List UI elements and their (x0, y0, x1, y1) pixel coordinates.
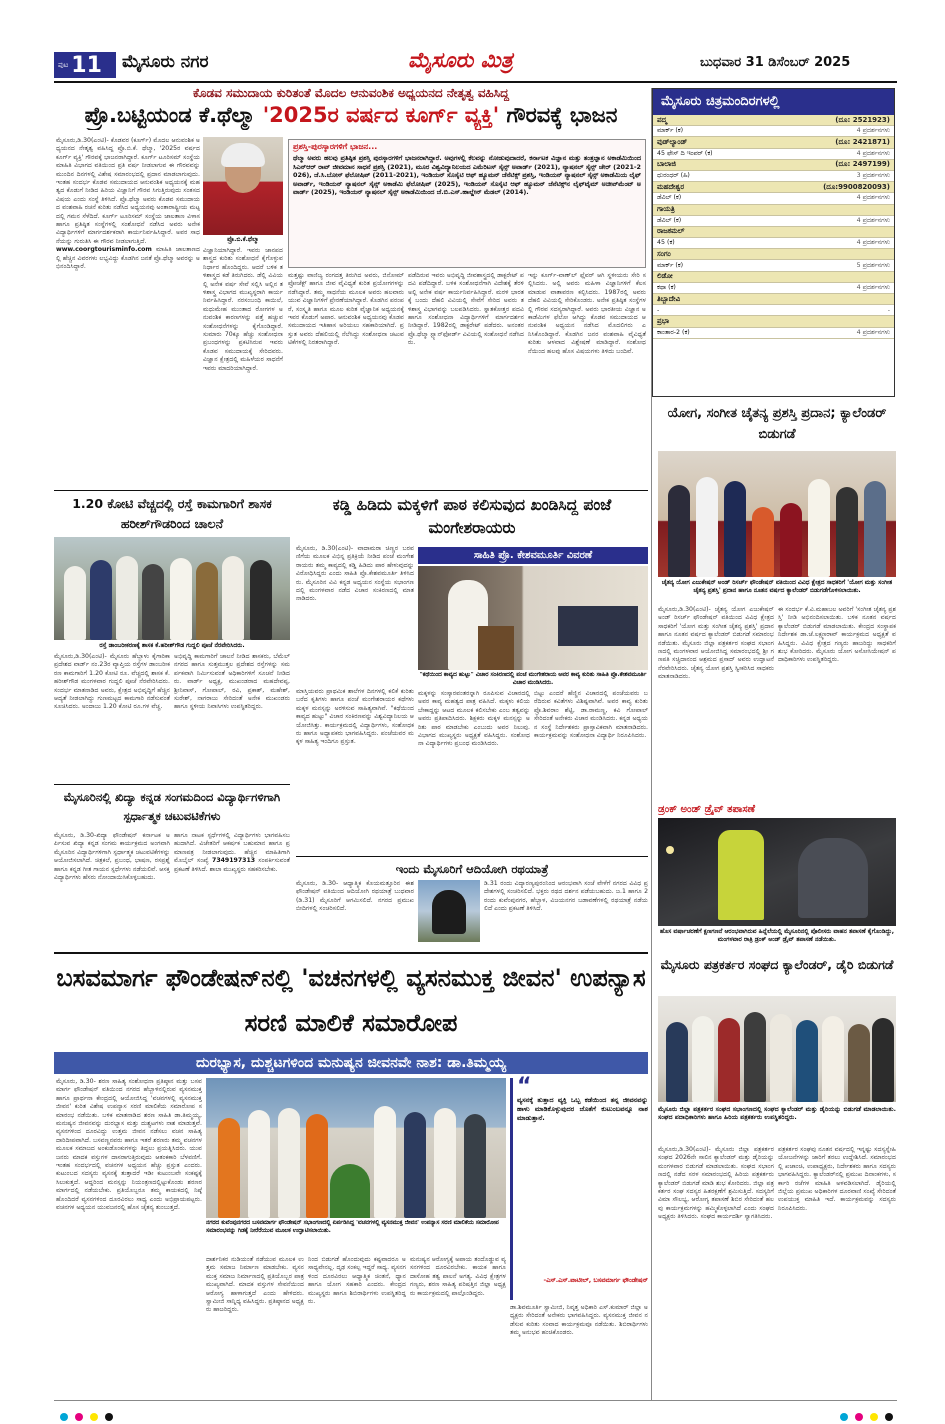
road-work-photo (54, 537, 290, 640)
masthead-logo: ಮೈಸೂರು ಮಿತ್ರ (408, 48, 513, 72)
theatre-phone: (ದೂ: 2421871) (835, 137, 890, 146)
theatre-show-row (653, 216, 894, 227)
theatre-show-row (653, 238, 894, 249)
theatre-listing-title: ಮೈಸೂರು ಚಿತ್ರಮಂದಿರಗಳಲ್ಲಿ (653, 89, 894, 115)
theatre-phone: (ದೂ: 2521923) (835, 115, 890, 124)
basava-event-photo (206, 1078, 506, 1218)
basava-photo-caption: ನಗರದ ಕುವೆಂಪುನಗರದ ಬಸವಮಾರ್ಗ ಫೌಂಡೇಷನ್ ಸಭಾಂಗಣದಲ್ಲಿ ಏರ್ಪಡಿಸಿದ್ದ 'ವಚನಗಳಲ್ಲಿ ವ್ಯಸನಮುಕ್ತ ಜೀವನ' ಉಪನ್ಯಾಸ ಸರಣಿ ಮಾಲಿಕೆಯ ಸಮಾರೋಪ ಸಮಾರಂಭವನ್ನು ಗಿಡಕ್ಕೆ ನೀರೆರೆಯುವ ಮೂಲಕ ಉದ್ಘಾಟಿಸಲಾಯಿತು. (206, 1220, 499, 1234)
theatre-show-row (653, 260, 894, 271)
press-caption: ಮೈಸೂರು ಜಿಲ್ಲಾ ಪತ್ರಕರ್ತರ ಸಂಘದ ಸಭಾಂಗಣದಲ್ಲಿ ಸಂಘದ ಕ್ಯಾಲೆಂಡರ್ ಮತ್ತು ಡೈರಿಯನ್ನು ಬಿಡುಗಡೆ ಮಾಡಲಾಯಿತು. ಸಂಘದ ಪದಾಧಿಕಾರಿಗಳು ಹಾಗೂ ಹಿರಿಯ ಪತ್ರಕರ್ತರು ಉಪಸ್ಥಿತರಿದ್ದರು. (658, 1106, 896, 1122)
show-count: 4 ಪ್ರದರ್ಶನಗಳು (856, 149, 890, 157)
plant-pot (330, 1164, 370, 1218)
theatre-name-row (653, 182, 894, 193)
theatre-name-row (653, 160, 894, 171)
cyan-mark (60, 1413, 68, 1421)
basava-quote-text: ವ್ಯಸನಕ್ಕೆ ತುತ್ತಾದ ವ್ಯಕ್ತಿ ಒಬ್ಬ ಕಡೆಯಿಂದ ತನ್ನ ಜೀವನವನ್ನು ಹಾಳು ಮಾಡಿಕೊಳ್ಳುವುದರ ಜೊತೆಗೆ ಕುಟುಂಬವನ್ನೂ ನಾಶ ಮಾಡುತ್ತಾನೆ. (517, 1096, 648, 1122)
theatre-name: ಮಹದೇಶ್ವರ (657, 182, 685, 191)
adiyogi-body-col1: ಮೈಸೂರು, ಡಿ.30- ಆಧ್ಯಾತ್ಮಿಕ ಕೊಯಮತ್ತೂರಿನ ಈಶ ಫೌಂಡೇಷನ್ ವತಿಯಿಂದ ಆದಿಯೋಗಿ ರಥಯಾತ್ರೆ ಬುಧವಾರ(ಡಿ.31) ಮೈಸೂರಿಗೆ ಆಗಮಿಸಲಿದೆ. ನಗರದ ಪ್ರಮುಖ ಬೀದಿಗಳಲ್ಲಿ ಸಂಚರಿಸಲಿದೆ. (296, 880, 414, 913)
story1-body-col2: ವಿಜ್ಞಾನಿಯಾಗಿದ್ದಾರೆ. ಇವರು ಜಾನಪದ ಶಾಸ್ತ್ರದ ಕುರಿತು ಸಂಶೋಧನೆ ಕೈಗೊಳ್ಳುವ ನಿರ್ಧಾರ ಹೊಂದಿದ್ದರು. ಆದರೆ ಬಳಿಕ ತಳಿಶಾಸ್ತ್ರದ ಕಡೆ ತಿರುಗಿದರು. ಡೆಲ್ಲಿ ವಿವಿಯಲ್ಲಿ ಅನೇಕ ವರ್ಷ ಸೇವೆ ಸಲ್ಲಿಸಿ ಅಲ್ಲಿನ ತಳಿಶಾಸ್ತ್ರ ವಿಭಾಗದ ಮುಖ್ಯಸ್ಥರಾಗಿ ಕಾರ್ಯನಿರ್ವಹಿಸಿದ್ದಾರೆ. ನರಸಂಬಂಧಿ ಕಾಯಿಲೆ, ಮಧುಮೇಹ ಮುಂತಾದ ರೋಗಗಳ ಅನುವಂಶಿಕ ಕಾರಣಗಳನ್ನು ಪತ್ತೆ ಹಚ್ಚುವ ಸಂಶೋಧನೆಗಳನ್ನು ಕೈಗೊಂಡಿದ್ದಾರೆ. ಸುಮಾರು 70ಕ್ಕೂ ಹೆಚ್ಚು ಸಂಶೋಧನಾ ಪ್ರಬಂಧಗಳನ್ನು ಪ್ರಕಟಿಸಿರುವ ಇವರು ಕೊಡವ ಸಮುದಾಯಕ್ಕೆ ಸೇರಿದವರು. ವಿಜ್ಞಾನ ಕ್ಷೇತ್ರದಲ್ಲಿ ಮಹಿಳೆಯರ ಸಾಧನೆಗೆ ಇವರು ಮಾದರಿಯಾಗಿದ್ದಾರೆ. (203, 247, 283, 372)
theatre-show-row (653, 193, 894, 204)
adiyogi-statue-photo (418, 880, 480, 942)
quote-mark-icon: “ (517, 1074, 532, 1099)
story1-headline (54, 100, 648, 130)
kadji-body-col3: ಮಕ್ಕಳನ್ನು ಸಂಸ್ಕಾರವಂತರನ್ನಾಗಿ ರೂಪಿಸುವ ವಿಚಾರದಲ್ಲಿ ಅವರ ಕಾವ್ಯ ಮಹತ್ವದ ಪಾತ್ರ ವಹಿಸಿದೆ. ಮಕ್ಕಳು ಕಲಿಯಬೇಕಾದ್ದನ್ನು ಆಟದ ಮೂಲಕ ಕಲಿಸಬೇಕು ಎಂಬ ತತ್ವವನ್ನು ಅವರು ಪ್ರತಿಪಾದಿಸಿದರು. ಶಿಕ್ಷಕರು ಮಕ್ಕಳ ಮನಸ್ಸನ್ನು ಅರಿತು ಪಾಠ ಮಾಡಬೇಕು ಎಂಬುದು ಅವರ ನಿಲುವು. ವಿಭಾಗದ ಮುಖ್ಯಸ್ಥರು ಅಧ್ಯಕ್ಷತೆ ವಹಿಸಿದ್ದರು. ಸಂಶೋಧನಾ ವಿದ್ಯಾರ್ಥಿಗಳು ಪ್ರಬಂಧ ಮಂಡಿಸಿದರು. (418, 690, 530, 748)
theatre-name-row (653, 272, 894, 283)
thelma-hair (221, 143, 265, 167)
police-officer (718, 830, 764, 920)
kadji-body-col2: ಮಾಸ್ತಿಯವರು ಪ್ರಾಥಮಿಕ ಶಾಲೆಗಳ ದಿನಗಳಲ್ಲಿ ಕಲಿಕೆ ಕುರಿತು ಬರೆದ ಕೃತಿಗಳು ಹಾಗೂ ಪಂಜೆ ಮಂಗೇಶರಾಯರ ಕಥೆಗಳು ಮಕ್ಕಳ ಮನಸ್ಸನ್ನು ಅರಳಿಸುವ ಸಾಹಿತ್ಯವಾಗಿವೆ. "ಕಥೆಯಿಂದ ಕಾವ್ಯದ ಹುಟ್ಟು" ವಿಚಾರ ಸಂಕಿರಣವನ್ನು ವಿಶ್ವವಿದ್ಯಾನಿಲಯ ಆಯೋಜಿಸಿತ್ತು. ಕಾರ್ಯಕ್ರಮದಲ್ಲಿ ವಿದ್ಯಾರ್ಥಿಗಳು, ಸಂಶೋಧಕರು ಹಾಗೂ ಅಧ್ಯಾಪಕರು ಭಾಗವಹಿಸಿದ್ದರು. ಪಂಜೆಯವರ ಮಕ್ಕಳ ಸಾಹಿತ್ಯ ಇಂದಿಗೂ ಪ್ರಸ್ತುತ. (296, 688, 414, 746)
black-mark (105, 1413, 113, 1421)
story1-url: www.coorgtourisminfo.com (56, 246, 152, 254)
basava-body-col4: ಮನುಷ್ಯನ ಆರೋಗ್ಯಕ್ಕೆ ಅಪಾಯ ತಂದೊಡ್ಡುವ ವ್ಯಸನಗಳಿಂದ ದೂರವಿರಬೇಕು. ಕಾಯಕ ಹಾಗೂ ದಾಸೋಹ ತತ್ವ ಪಾಲನೆ ಅಗತ್ಯ. ವಿವಿಧ ಕ್ಷೇತ್ರಗಳ ಗಣ್ಯರು, ಶರಣ ಸಾಹಿತ್ಯ ಪರಿಷತ್ತಿನ ಜಿಲ್ಲಾ ಅಧ್ಯಕ್ಷರು ಕಾರ್ಯಕ್ರಮದಲ್ಲಿ ಪಾಲ್ಗೊಂಡಿದ್ದರು. (410, 1256, 506, 1297)
awards-box (288, 139, 646, 268)
road-photo-caption: ರಸ್ತೆ ಡಾಂಬರೀಕರಣಕ್ಕೆ ಶಾಸಕ ಕೆ.ಹರೀಶ್‌ಗೌಡ ಗುದ್ದಲಿ ಪೂಜೆ ನೆರವೇರಿಸಿದರು. (99, 642, 245, 649)
movie-title: - (657, 306, 660, 314)
show-count: 4 ಪ್ರದರ್ಶನಗಳು (856, 216, 890, 224)
theatre-listing (652, 88, 895, 397)
podium (478, 626, 514, 670)
story1-body-col4: ಪಡೆದಿರುವ ಇವರು ಅಭಿವೃದ್ಧಿ ಜೀವಶಾಸ್ತ್ರದಲ್ಲಿ ಡಾಕ್ಟರೇಟ್ ಪದವಿ ಪಡೆದಿದ್ದಾರೆ. ಬಳಿಕ ಸಂಶೋಧನೆಗಾಗಿ ವಿದೇಶಕ್ಕೆ ತೆರಳಿ ಅಲ್ಲಿ ಅನೇಕ ವರ್ಷ ಕಾರ್ಯನಿರ್ವಹಿಸಿದ್ದಾರೆ. ಮರಳಿ ಭಾರತಕ್ಕೆ ಬಂದು ದೆಹಲಿ ವಿವಿಯಲ್ಲಿ ಸೇವೆಗೆ ಸೇರಿದ ಅವರು ತಳಿಶಾಸ್ತ್ರ ವಿಭಾಗವನ್ನು ಬಲಪಡಿಸಿದರು. ಸ್ನಾತಕೋತ್ತರ ಪದವಿ ಹಾಗೂ ಸಂಶೋಧನಾ ವಿದ್ಯಾರ್ಥಿಗಳಿಗೆ ಮಾರ್ಗದರ್ಶನ ನೀಡಿದ್ದಾರೆ. 1982ರಲ್ಲಿ ಡಾಕ್ಟರೇಟ್ ಪಡೆದರು. ಅನಂತರ ಪ್ರೊ.ಥೆಲ್ಮಾ ಸ್ಟ್ಯಾನ್‌ಫೋರ್ಡ್ ವಿವಿಯಲ್ಲಿ ಸಂಶೋಧನೆ ನಡೆಸಿದರು. (408, 272, 524, 347)
yoga-award-photo (658, 451, 896, 577)
road-headline: 1.20 ಕೋಟಿ ವೆಚ್ಚದಲ್ಲಿ ರಸ್ತೆ ಕಾಮಗಾರಿಗೆ ಶಾಸಕ ಹರೀಶ್‌ಗೌಡರಿಂದ ಚಾಲನೆ (72, 496, 272, 531)
movie-title: ಮಾರ್ಕ್ (ಕ) (657, 127, 684, 135)
theatre-name: ಸಂಗಂ (657, 249, 671, 258)
theatre-name: ರಾಜಕಮಲ್ (657, 227, 685, 236)
kadji-headline: ಕಡ್ಡಿ ಹಿಡಿದು ಮಕ್ಕಳಿಗೆ ಪಾಠ ಕಲಿಸುವುದ ಖಂಡಿಸಿದ್ದ ಪಂಜೆ ಮಂಗೇಶರಾಯರು (332, 496, 612, 537)
page-number: 11 (71, 52, 102, 78)
yoga-body-col1: ಮೈಸೂರು,ಡಿ.30(ಎಂಟಿ)- ಚೈತನ್ಯ ಯೋಗ ಎಜುಕೇಷನ್ ಅಂಡ್ ರಿಸರ್ಚ್ ಫೌಂಡೇಷನ್ ವತಿಯಿಂದ ವಿವಿಧ ಕ್ಷೇತ್ರದ ಸಾಧಕರಿಗೆ 'ಯೋಗ ಮತ್ತು ಸಂಗೀತ ಚೈತನ್ಯ ಪ್ರಶಸ್ತಿ' ಪ್ರದಾನ ಹಾಗೂ ನೂತನ ವರ್ಷದ ಕ್ಯಾಲೆಂಡರ್ ಬಿಡುಗಡೆ ಸಮಾರಂಭ ನಡೆಯಿತು. ಮೈಸೂರು ಜಿಲ್ಲಾ ಪತ್ರಕರ್ತರ ಸಂಘದ ಸಭಾಂಗಣದಲ್ಲಿ ಮಂಗಳವಾರ ಆಯೋಜಿಸಿದ್ದ ಸಮಾರಂಭದಲ್ಲಿ ಶ್ರೀ ಗಣಪತಿ ಸಚ್ಚಿದಾನಂದ ಆಶ್ರಮದ ಪ್ರಸಾದ್ ಅವರು ಉದ್ಘಾಟನೆ ನೆರವೇರಿಸಿದರು. ಚೈತನ್ಯ ಯೋಗ ಪ್ರಶಸ್ತಿ ಸ್ವೀಕರಿಸಿದ ಸಾಧಕರು ಮಾತನಾಡಿದರು. (658, 606, 774, 681)
registration-marks-right (840, 1406, 900, 1424)
basava-quote-box (510, 1074, 648, 1300)
story1-headline-highlight: '2025ರ ವರ್ಷದ ಕೂರ್ಗ್ ವ್ಯಕ್ತಿ' (262, 103, 500, 127)
story1-headline-part1: ಪ್ರೊ.ಬಟ್ಟಿಯಂಡ ಕೆ.ಥೆಲ್ಮಾ (84, 103, 263, 127)
theatre-show-row (653, 126, 894, 137)
yellow-mark (90, 1413, 98, 1421)
movie-title: ಮಾರ್ಕ್ (ಕ) (657, 261, 684, 269)
theatre-rows (653, 115, 894, 339)
theatre-phone: (ದೂ:9900820093) (823, 182, 890, 191)
show-count: 5 ಪ್ರದರ್ಶನಗಳು (856, 261, 890, 269)
cyan-mark (840, 1413, 848, 1421)
theatre-name: ಗಾಯತ್ರಿ (657, 205, 675, 214)
yoga-headline: ಯೋಗ, ಸಂಗೀತ ಚೈತನ್ಯ ಪ್ರಶಸ್ತಿ ಪ್ರದಾನ; ಕ್ಯಾಲೆಂಡರ್ ಬಿಡುಗಡೆ (667, 406, 887, 442)
yoga-photo-caption: ಚೈತನ್ಯ ಯೋಗ ಎಜುಕೇಷನ್ ಅಂಡ್ ರಿಸರ್ಚ್ ಫೌಂಡೇಷನ್ ವತಿಯಿಂದ ವಿವಿಧ ಕ್ಷೇತ್ರದ ಸಾಧಕರಿಗೆ 'ಯೋಗ ಮತ್ತು ಸಂಗೀತ ಚೈತನ್ಯ ಪ್ರಶಸ್ತಿ' ಪ್ರದಾನ ಹಾಗೂ ನೂತನ ವರ್ಷದ ಕ್ಯಾಲೆಂಡರ್ ಬಿಡುಗಡೆಗೊಳಿಸಲಾಯಿತು. (661, 579, 893, 594)
basava-headline: ಬಸವಮಾರ್ಗ ಫೌಂಡೇಷನ್‌ನಲ್ಲಿ 'ವಚನಗಳಲ್ಲಿ ವ್ಯಸನಮುಕ್ತ ಜೀವನ' ಉಪನ್ಯಾಸ ಸರಣಿ ಮಾಲಿಕೆ ಸಮಾರೋಪ (56, 964, 646, 1037)
show-count: 4 ಪ್ರದರ್ಶನಗಳು (856, 283, 890, 291)
kadji-body-col1: ಮೈಸೂರು, ಡಿ.30(ಎಂಟಿ)- ವಾದಾಮರಾ ಚಿಣ್ಣರ ಬರವಣಿಗೆಯ ಮೂಲಕ ವಿಭಿನ್ನ ಪ್ರತಿಕ್ರಿಯೆ ನೀಡಿದ ಪಂಜೆ ಮಂಗೇಶರಾಯರು ತಮ್ಮ ಕಾವ್ಯದಲ್ಲಿ ಕಡ್ಡಿ ಹಿಡಿದು ಪಾಠ ಹೇಳುವುದನ್ನು ವಿರೋಧಿಸಿದ್ದರು ಎಂದು ಸಾಹಿತಿ ಪ್ರೊ.ಕೇಶವಮೂರ್ತಿ ತಿಳಿಸಿದರು. ಮೈಸೂರಿನ ವಿವಿ ಕನ್ನಡ ಅಧ್ಯಯನ ಸಂಸ್ಥೆಯ ಸಭಾಂಗಣದಲ್ಲಿ ಮಂಗಳವಾರ ನಡೆದ ವಿಚಾರ ಸಂಕಿರಣದಲ್ಲಿ ಮಾತನಾಡಿದರು. (296, 545, 414, 603)
basava-body-col1: ಮೈಸೂರು, ಡಿ.30- ಶರಣ ಸಾಹಿತ್ಯ ಸಂಶೋಧನಾ ಪ್ರತಿಷ್ಠಾನ ಮತ್ತು ಬಸವಮಾರ್ಗ ಫೌಂಡೇಷನ್ ವತಿಯಿಂದ ನಗರದ ಹೆಬ್ಬಾಳಿನಲ್ಲಿರುವ ವ್ಯಸನಮುಕ್ತ ಹಾಗೂ ಪ್ರಾರ್ಥನಾ ಕೇಂದ್ರದಲ್ಲಿ ಆಯೋಜಿಸಿದ್ದ 'ವಚನಗಳಲ್ಲಿ ವ್ಯಸನಮುಕ್ತ ಜೀವನ' ಕುರಿತ ವಿಶೇಷ ಉಪನ್ಯಾಸ ಸರಣಿ ಮಾಲಿಕೆಯ ಸಮಾರೋಪ ಸಮಾರಂಭ ನಡೆಯಿತು. ಬಳಿಕ ಮಾತನಾಡಿದ ಶರಣ ಸಾಹಿತಿ ಡಾ.ತಿಮ್ಮಯ್ಯ, ಮನುಷ್ಯನ ಜೀವನವನ್ನು ದುರಭ್ಯಾಸ ಮತ್ತು ದುಶ್ಚಟಗಳು ನಾಶ ಮಾಡುತ್ತವೆ. ವ್ಯಸನಗಳಿಂದ ದೂರವಿದ್ದು ಉತ್ತಮ ಜೀವನ ನಡೆಸಲು ವಚನ ಸಾಹಿತ್ಯ ದಾರಿದೀಪವಾಗಿದೆ. ಬಸವಣ್ಣನವರು ಹಾಗೂ ಇತರೆ ಶರಣರು ತಮ್ಮ ವಚನಗಳ ಮೂಲಕ ಸಮಾಜದ ಅಂಕುಡೊಂಕುಗಳನ್ನು ತಿದ್ದಲು ಪ್ರಯತ್ನಿಸಿದರು. ಯುವಜನರು ಮಾದಕ ವಸ್ತುಗಳ ದಾಸರಾಗುತ್ತಿರುವುದು ಆತಂಕಕಾರಿ ಬೆಳವಣಿಗೆ. ಇಂತಹ ಸಂದರ್ಭದಲ್ಲಿ ವಚನಗಳ ಅಧ್ಯಯನ ಹೆಚ್ಚು ಪ್ರಸ್ತುತ ಎಂದರು. ಕುಟುಂಬದ ಸದಸ್ಯರು ವ್ಯಸನಕ್ಕೆ ತುತ್ತಾದರೆ ಇಡೀ ಕುಟುಂಬವೇ ಸಂಕಷ್ಟಕ್ಕೆ ಸಿಲುಕುತ್ತದೆ. ಆದ್ದರಿಂದ ಮನಸ್ಸನ್ನು ನಿಯಂತ್ರಣದಲ್ಲಿಟ್ಟುಕೊಂಡು ಶರಣರ ಮಾರ್ಗದಲ್ಲಿ ನಡೆಯಬೇಕು. ಪ್ರತಿಯೊಬ್ಬರೂ ತಮ್ಮ ಕಾಯಕದಲ್ಲಿ ನಿಷ್ಠೆ ಹೊಂದಿದರೆ ವ್ಯಸನಗಳಿಂದ ದೂರವಿರಲು ಸಾಧ್ಯ ಎಂದು ಅಭಿಪ್ರಾಯಪಟ್ಟರು. ವಚನಗಳ ಅಧ್ಯಯನ ಯುವಜನರಲ್ಲಿ ಹೊಸ ಚೈತನ್ಯ ತುಂಬುತ್ತದೆ. (56, 1078, 202, 1212)
drunk-drive-label: ಡ್ರಂಕ್ ಅಂಡ್ ಡ್ರೈವ್ ತಪಾಸಣೆ (658, 804, 755, 815)
drunk-drive-caption: ಹೊಸ ವರ್ಷಾಚರಣೆಗೆ ಕ್ಷಣಗಣನೆ ಆರಂಭವಾಗಿರುವ ಹಿನ್ನೆಲೆಯಲ್ಲಿ ಮೈಸೂರಿನಲ್ಲಿ ಪೊಲೀಸರು ವಾಹನ ತಪಾಸಣೆ ಕೈಗೊಂಡಿದ್ದು, ಮಂಗಳವಾರ ರಾತ್ರಿ ಡ್ರಂಕ್ ಅಂಡ್ ಡ್ರೈವ್ ತಪಾಸಣೆ ನಡೆಯಿತು. (659, 928, 895, 943)
theatre-name-row (653, 316, 894, 327)
magenta-mark (75, 1413, 83, 1421)
theatre-name: ಪ್ರಭಾ (657, 316, 670, 325)
movie-title: ಧುರಂಧರ್ (ಹಿ) (657, 172, 690, 180)
kadji-speaker-photo (418, 566, 648, 670)
show-count: 4 ಪ್ರದರ್ಶನಗಳು (856, 194, 890, 202)
adiyogi-figure (432, 890, 466, 934)
road-body-col2: ಅಭಿವೃದ್ಧಿ ಕಾಮಗಾರಿಗೆ ಚಾಲನೆ ನೀಡಿದ ಶಾಸಕರು, ಬೆಮೆಲ್ ನಗರದ ಹಾಗೂ ಸುತ್ತಮುತ್ತಲ ಪ್ರದೇಶದ ರಸ್ತೆಗಳನ್ನು ಸಮರ್ಪಕವಾಗಿ ನಿರ್ಮಿಸುವಂತೆ ಅಧಿಕಾರಿಗಳಿಗೆ ಸೂಚನೆ ನೀಡಿದರು. ವಾರ್ಡ್ ಅಧ್ಯಕ್ಷ, ಮುಖಂಡರಾದ ಮಹದೇವಪ್ಪ, ಶ್ರೀನಿವಾಸ್, ಗೋಪಾಲ್, ರವಿ, ಪ್ರಕಾಶ್, ಮಹೇಶ್, ಸುರೇಶ್, ನಾಗರಾಜು ಸೇರಿದಂತೆ ಅನೇಕ ಮುಖಂಡರು ಹಾಗೂ ಸ್ಥಳೀಯ ನಿವಾಸಿಗಳು ಉಪಸ್ಥಿತರಿದ್ದರು. (174, 653, 290, 711)
road-body-col1: ಮೈಸೂರು,ಡಿ.30(ಎಂಟಿ)- ಮೈಸೂರು ಹೆಬ್ಬಾಳು ಕೈಗಾರಿಕಾ ಪ್ರದೇಶದ ವಾರ್ಡ್ ನಂ.23ರ ವ್ಯಾಪ್ತಿಯ ರಸ್ತೆಗಳ ಡಾಂಬರೀಕರಣ ಕಾಮಗಾರಿಗೆ 1.20 ಕೋಟಿ ರೂ. ವೆಚ್ಚದಲ್ಲಿ ಶಾಸಕ ಕೆ.ಹರೀಶ್‌ಗೌಡ ಮಂಗಳವಾರ ಗುದ್ದಲಿ ಪೂಜೆ ನೆರವೇರಿಸಿದರು. ಸಂದರ್ಭ ಮಾತನಾಡಿದ ಅವರು, ಕ್ಷೇತ್ರದ ಅಭಿವೃದ್ಧಿಗೆ ಹೆಚ್ಚಿನ ಆದ್ಯತೆ ನೀಡಲಾಗಿದ್ದು ಗುಣಮಟ್ಟದ ಕಾಮಗಾರಿ ನಡೆಸುವಂತೆ ಸೂಚಿಸಿದರು. ಅಂದಾಜು 1.20 ಕೋಟಿ ರೂ.ಗಳ ವೆಚ್ಚ. (54, 653, 170, 711)
magenta-mark (855, 1413, 863, 1421)
issue-date: ಬುಧವಾರ 31 ಡಿಸೆಂಬರ್ 2025 (700, 55, 851, 70)
theatre-name-row (653, 227, 894, 238)
kannada-headline: ಮೈಸೂರಿನಲ್ಲಿ ಖಿದ್ಯಾ ಕನ್ನಡ ಸಂಗಮದಿಂದ ವಿದ್ಯಾರ್ಥಿಗಳಿಗಾಗಿ ಸ್ಪರ್ಧಾತ್ಮಕ ಚಟುವಟಿಕೆಗಳು (63, 790, 281, 823)
show-count: - (887, 306, 890, 314)
masthead-rule (54, 81, 897, 83)
kannada-body-col1: ಮೈಸೂರು, ಡಿ.30-ಖಿದ್ಯಾ ಫೌಂಡೇಷನ್ ಕರ್ನಾಟಕ ಅರ್ಪಿಸುವ ಖಿದ್ಯಾ ಕನ್ನಡ ಸಂಗಮ ಕಾರ್ಯಕ್ರಮದ ಅಂಗವಾಗಿ ಮೈಸೂರಿನ ವಿದ್ಯಾರ್ಥಿಗಳಿಗಾಗಿ ಸ್ಪರ್ಧಾತ್ಮಕ ಚಟುವಟಿಕೆಗಳನ್ನು ಆಯೋಜಿಸಲಾಗಿದೆ. ಚಿತ್ರಕಲೆ, ಪ್ರಬಂಧ, ಭಾಷಣ, ರಸಪ್ರಶ್ನೆ ಹಾಗೂ ಕನ್ನಡ ಗೀತ ಗಾಯನ ಸ್ಪರ್ಧೆಗಳು ನಡೆಯಲಿವೆ. ಆಸಕ್ತ ವಿದ್ಯಾರ್ಥಿಗಳು ಹೆಸರು ನೋಂದಾಯಿಸಿಕೊಳ್ಳಬಹುದು. (54, 832, 170, 882)
kannada-phone: 7349197313 (212, 857, 256, 865)
theatre-name-row (653, 249, 894, 260)
theatre-name: ವುಡ್‌ಲ್ಯಾಂಡ್ (657, 137, 688, 146)
theatre-name: ಲಿಡೋ (657, 272, 673, 281)
theatre-name-row (653, 115, 894, 126)
press-calendar-photo (658, 996, 896, 1102)
story1-headline-part3: ಗೌರವಕ್ಕೆ ಭಾಜನ (499, 103, 618, 127)
theatre-name: ಪದ್ಮ (657, 115, 667, 124)
theatre-show-row (653, 283, 894, 294)
movie-title: ಡೆವಿಲ್ (ಕ) (657, 216, 682, 224)
black-mark (885, 1413, 893, 1421)
basava-body-col2: ದಾರ್ಶನಿಕರ ನುಡಿಯಂತೆ ನಡೆಯುವ ಮೂಲಕ ಉತ್ತಮ ಸಮಾಜ ನಿರ್ಮಾಣ ಮಾಡಬೇಕು. ವ್ಯಸನಮುಕ್ತ ಸಮಾಜ ನಿರ್ಮಾಣದಲ್ಲಿ ಪ್ರತಿಯೊಬ್ಬರ ಪಾತ್ರ ಮುಖ್ಯವಾಗಿದೆ. ಮಾದಕ ವಸ್ತುಗಳ ಸೇವನೆಯಿಂದ ಆರೋಗ್ಯ ಹಾಳಾಗುತ್ತದೆ ಎಂದು ಹೇಳಿದರು. ಸ್ವಾಮೀಜಿ ಸಾನ್ನಿಧ್ಯ ವಹಿಸಿದ್ದರು. ಪ್ರತಿಷ್ಠಾನದ ಅಧ್ಯಕ್ಷರು ಹಾಜರಿದ್ದರು. (206, 1256, 304, 1314)
page-label: ಪುಟ (58, 60, 69, 69)
basava-quote-author: -ಎಸ್.ಎಸ್.ಪಾಟೀಲ್, ಬಸವಮಾರ್ಗ ಫೌಂಡೇಷನ್ (543, 1276, 648, 1284)
basava-body-col3: ನಿಂದ ಬಿಡುಗಡೆ ಹೊಂದುವುದು ಕಷ್ಟವಾದರೂ ಅಸಾಧ್ಯವೇನಲ್ಲ. ದೃಢ ಸಂಕಲ್ಪ ಇದ್ದರೆ ಸಾಧ್ಯ. ವ್ಯಸನಗಳಿಂದ ದೂರವಿರಲು ಆಧ್ಯಾತ್ಮಿಕ ಚಿಂತನೆ, ಧ್ಯಾನ ಹಾಗೂ ಯೋಗ ಸಹಕಾರಿ ಎಂದರು. ಕೇಂದ್ರದ ಮುಖ್ಯಸ್ಥರು ಹಾಗೂ ಶಿಬಿರಾರ್ಥಿಗಳು ಉಪಸ್ಥಿತರಿದ್ದರು. (308, 1256, 406, 1306)
show-count: 4 ಪ್ರದರ್ಶನಗಳು (856, 127, 890, 135)
audience (558, 606, 638, 646)
thelma-photo-caption: ಪ್ರೊ.ಬಿ.ಕೆ.ಥೆಲ್ಮಾ (227, 236, 259, 243)
yellow-mark (870, 1413, 878, 1421)
press-headline: ಮೈಸೂರು ಪತ್ರಕರ್ತರ ಸಂಘದ ಕ್ಯಾಲೆಂಡರ್, ಡೈರಿ ಬಿಡುಗಡೆ (660, 957, 894, 972)
show-count: 4 ಪ್ರದರ್ಶನಗಳು (856, 328, 890, 336)
page-number-box (54, 52, 116, 78)
theatre-name: ಬಾಲಾಜಿ (657, 160, 676, 169)
story1-body-col1: ಮೈಸೂರು,ಡಿ.30(ಎಂಟಿ)- ಕೊಡವರ (ಕೂರ್ಗ್) ಮೊದಲ ಆನುವಂಶಿಕ ಅಧ್ಯಯನದ ನೇತೃತ್ವ ವಹಿಸಿದ್ದ ಪ್ರೊ.ಬಿ.ಕೆ. ಥೆಲ್ಮಾ, '2025ರ ವರ್ಷದ ಕೂರ್ಗ್ ವ್ಯಕ್ತಿ' ಗೌರವಕ್ಕೆ ಭಾಜನರಾಗಿದ್ದಾರೆ. ಕೂರ್ಗ್ ಟೂರಿಸಮ್ ಸಂಸ್ಥೆಯ ಮಾಹಿತಿ ವಿಭಾಗದ ವತಿಯಿಂದ ಪ್ರತಿ ವರ್ಷ ನೀಡಲಾಗುವ ಈ ಗೌರವವನ್ನು ಮುಂದಿನ ದಿನಗಳಲ್ಲಿ ವಿಶೇಷ ಸಮಾರಂಭದಲ್ಲಿ ಪ್ರದಾನ ಮಾಡಲಾಗುವುದು. ಇಂತಹ ಸಂದರ್ಭ ಕೊಡವ ಸಮುದಾಯದ ಆನುವಂಶಿಕ ಅಧ್ಯಯನಕ್ಕೆ ಮಹತ್ವದ ಕೊಡುಗೆ ನೀಡಿದ ಹಿರಿಯ ವಿಜ್ಞಾನಿಗೆ ಗೌರವ ಸಿಗುತ್ತಿರುವುದು ಸಂತಸದ ವಿಷಯ ಎಂದು ಸಂಸ್ಥೆ ತಿಳಿಸಿದೆ. ಪ್ರೊ.ಥೆಲ್ಮಾ ಅವರು ಕೊಡವ ಸಮುದಾಯದ ವಂಶವಾಹಿ ರಚನೆ ಕುರಿತು ನಡೆಸಿದ ಅಧ್ಯಯನವು ಅಂತಾರಾಷ್ಟ್ರೀಯ ಮಟ್ಟದಲ್ಲಿ ಗಮನ ಸೆಳೆದಿದೆ. ಕೂರ್ಗ್ ಟೂರಿಸಮ್ ಸಂಸ್ಥೆಯ ಜಾಲತಾಣ ವಿಳಾಸ ಹಾಗೂ ಪ್ರತಿಷ್ಠಿತ ಸಂಸ್ಥೆಗಳಲ್ಲಿ ಸಂಶೋಧನೆ ನಡೆಸಿದ ಅವರು ಅನೇಕ ವಿದ್ಯಾರ್ಥಿಗಳಿಗೆ ಮಾರ್ಗದರ್ಶಕರಾಗಿ ಕಾರ್ಯನಿರ್ವಹಿಸಿದ್ದಾರೆ. ಅವರ ಸಾಧನೆಯನ್ನು ಗುರುತಿಸಿ ಈ ಗೌರವ ನೀಡಲಾಗುತ್ತಿದೆ. www.coorgtourisminfo.com ಮಾಹಿತಿ ಜಾಲತಾಣದಲ್ಲಿ ಹೆಚ್ಚಿನ ವಿವರಗಳು ಲಭ್ಯವಿದ್ದು ಕೊಡಗಿನ ಜನತೆ ಪ್ರೊ.ಥೆಲ್ಮಾ ಅವರನ್ನು ಅಭಿನಂದಿಸಿದ್ದಾರೆ. (56, 137, 200, 271)
theatre-phone: (ದೂ: 2497199) (835, 160, 890, 169)
theatre-show-row (653, 328, 894, 339)
story1-body-col3: ಮತ್ತಷ್ಟು ವಾಣಿಜ್ಯ ರಂಗದತ್ತ ತಿರುಗಿದ ಅವರು, ಜಿನೋಮ್ ಪ್ರೋಜೆಕ್ಟ್ ಹಾಗೂ ಜೀವ ವೈವಿಧ್ಯತೆ ಕುರಿತ ಪ್ರಯೋಗಗಳನ್ನು ನಡೆಸಿದ್ದಾರೆ. ತಮ್ಮ ಸಾಧನೆಯ ಮೂಲಕ ಅವರು ಹಲವಾರು ಯುವ ವಿಜ್ಞಾನಿಗಳಿಗೆ ಪ್ರೇರಣೆಯಾಗಿದ್ದಾರೆ. ಕೊಡಗಿನ ಪರಂಪರೆ, ಸಂಸ್ಕೃತಿ ಹಾಗೂ ಮೂಲ ಕುರಿತ ವೈಜ್ಞಾನಿಕ ಅಧ್ಯಯನಕ್ಕೆ ಇವರ ಕೊಡುಗೆ ಅಪಾರ. ಆನುವಂಶಿಕ ಅಧ್ಯಯನವು ಕೊಡವ ಸಮುದಾಯದ ಇತಿಹಾಸ ಅರಿಯಲು ಸಹಕಾರಿಯಾಗಿದೆ. ಪ್ರಸ್ತುತ ಅವರು ದೆಹಲಿಯಲ್ಲಿ ನೆಲೆಸಿದ್ದು ಸಂಶೋಧನಾ ಚಟುವಟಿಕೆಗಳಲ್ಲಿ ನಿರತರಾಗಿದ್ದಾರೆ. (288, 272, 404, 347)
press-body-col2: ಪತ್ರಕರ್ತರ ಸಂಘವು ನೂತನ ವರ್ಷದಲ್ಲಿ ಇನ್ನಷ್ಟು ಸದಸ್ಯಸ್ನೇಹಿ ಯೋಜನೆಗಳನ್ನು ಜಾರಿಗೆ ತರಲು ಉದ್ದೇಶಿಸಿದೆ. ಸಮಾರಂಭದಲ್ಲಿ ಖಜಾಂಚಿ, ಉಪಾಧ್ಯಕ್ಷರು, ನಿರ್ದೇಶಕರು ಹಾಗೂ ಸದಸ್ಯರು ಭಾಗವಹಿಸಿದ್ದರು. ಕ್ಯಾಲೆಂಡರ್‌ನಲ್ಲಿ ಪ್ರಮುಖ ದಿನಾಂಕಗಳು, ಸರ್ಕಾರಿ ರಜೆಗಳ ಮಾಹಿತಿ ಅಳವಡಿಸಲಾಗಿದೆ. ಡೈರಿಯಲ್ಲಿ ಜಿಲ್ಲೆಯ ಪ್ರಮುಖ ಅಧಿಕಾರಿಗಳ ದೂರವಾಣಿ ಸಂಖ್ಯೆ ಸೇರಿದಂತೆ ಉಪಯುಕ್ತ ಮಾಹಿತಿ ಇದೆ. ಕಾರ್ಯಕ್ರಮವನ್ನು ಸದಸ್ಯರು ನಿರೂಪಿಸಿದರು. (778, 1146, 896, 1212)
registration-marks-left (60, 1406, 120, 1424)
awards-box-title: ಪ್ರಶಸ್ತಿ-ಪುರಸ್ಕಾರಗಳಿಗೆ ಭಾಜನ... (293, 142, 378, 151)
theatre-name-row (653, 294, 894, 305)
awards-box-body: ಥೆಲ್ಮಾ ಅವರು ಹಲವು ಪ್ರತಿಷ್ಠಿತ ಪ್ರಶಸ್ತಿ ಪುರಸ್ಕಾರಗಳಿಗೆ ಭಾಜನರಾಗಿದ್ದಾರೆ. ಅವುಗಳಲ್ಲಿ ಕೆಲವನ್ನು ನೋಡುವುದಾದರೆ, ಕರ್ನಾಟಕ ವಿಜ್ಞಾನ ಮತ್ತು ತಂತ್ರಜ್ಞಾನ ಅಕಾಡೆಮಿಯಿಂದ ಸಿಎನ್‌ಆರ್ ರಾವ್ ಜೀವಮಾನ ಸಾಧನೆ ಪ್ರಶಸ್ತಿ (2021), ಮೂರ ವಿಶ್ವವಿದ್ಯಾನಿಲಯದ ಎಮೆರಿಟಸ್ ಸೈನ್ಸ್ ಅವಾರ್ಡ್ (2021), ನ್ಯಾಷನಲ್ ಸೈನ್ಸ್ ಚೇರ್ (2021-2026), ಜೆ.ಸಿ.ಬೋಸ್ ಫೆಲೋಷಿಪ್ (2011-2021), ಇಂಡಿಯನ್ ಸೊಸೈಟಿ ಆಫ್ ಹ್ಯೂಮನ್ ಜೆನೆಟಿಕ್ಸ್ ಪ್ರಶಸ್ತಿ, ಇಂಡಿಯನ್ ನ್ಯಾಷನಲ್ ಸೈನ್ಸ್ ಅಕಾಡೆಮಿಯ ಲೈಫ್ ಅವಾರ್ಡ್, ಇಂಡಿಯನ್ ನ್ಯಾಷನಲ್ ಸೈನ್ಸ್ ಅಕಾಡೆಮಿ ಫೆಲೋಷಿಪ್ (2025), ಇಂಡಿಯನ್ ಸೊಸೈಟಿ ಆಫ್ ಹ್ಯೂಮನ್ ಜೆನೆಟಿಕ್ಸ್‌ನ ಲೈಫ್‌ಟೈಮ್ ಅಚೀವ್‌ಮೆಂಟ್ ಅವಾರ್ಡ್ (2025), ಇಂಡಿಯನ್ ನ್ಯಾಷನಲ್ ಸೈನ್ಸ್ ಅಕಾಡೆಮಿಯಿಂದ ಜೆ.ಬಿ.ಎಸ್.ಹಾಲ್ಡೇನ್ ಮೆಡಲ್ (2014). (293, 154, 641, 197)
movie-title: ಕಾಂತಾರ-2 (ಕ) (657, 328, 690, 336)
story1-body-col5: ಇನ್ನು ಕೂರ್ಗ್-ವಾಣ್‌ಲ್ ಫ್ಲೆವರ್ ಆಗಿ ಸ್ಥಳೀಯರು ಸೇರಿ ಸಲ್ಲಿಸಿದರು. ಅಲ್ಲಿ ಅವರು ಮಹಿಳಾ ವಿಜ್ಞಾನಿಗಳಿಗೆ ಕೆಲಸ ಮಾಡುವ ವಾತಾವರಣ ಕಲ್ಪಿಸಿದರು. 1987ರಲ್ಲಿ ಅವರು ದೆಹಲಿ ವಿವಿಯಲ್ಲಿ ಸೇರಿಕೊಂಡರು. ಅನೇಕ ಪ್ರತಿಷ್ಠಿತ ಸಂಸ್ಥೆಗಳಲ್ಲಿ ಗೌರವ ಸದಸ್ಯರಾಗಿದ್ದಾರೆ. ಅವರು ಭಾರತೀಯ ವಿಜ್ಞಾನ ಅಕಾಡೆಮಿಗಳ ಫೆಲೋ ಆಗಿದ್ದು ಕೊಡವ ಸಮುದಾಯದ ಆನುವಂಶಿಕ ಅಧ್ಯಯನ ನಡೆಸಿದ ಮೊದಲಿಗರು ಎನಿಸಿಕೊಂಡಿದ್ದಾರೆ. ಕೊಡಗಿನ ಜನರ ವಂಶವಾಹಿ ವೈವಿಧ್ಯತೆ ಕುರಿತು ಆಳವಾದ ವಿಶ್ಲೇಷಣೆ ಮಾಡಿದ್ದಾರೆ. ಸಂಶೋಧನೆಯಿಂದ ಹಲವು ಹೊಸ ವಿಷಯಗಳು ತಿಳಿದು ಬಂದಿವೆ. (528, 272, 646, 355)
movie-title: ಕಥಾ (ಕ) (657, 283, 676, 291)
movie-title: ಡೆವಿಲ್ (ಕ) (657, 194, 682, 202)
adiyogi-headline: ಇಂದು ಮೈಸೂರಿಗೆ ಆದಿಯೋಗಿ ರಥಯಾತ್ರೆ (395, 862, 549, 876)
thelma-photo (203, 137, 283, 235)
kadji-body-col4: ಬಿಟ್ಟು ಎಂದರೆ ಹೆಣ್ಣಿನ ವಿಚಾರದಲ್ಲಿ ಪಂಜೆಯವರು ಬರೆದಿರುವ ಕವಿತೆಗಳು ವಿಶಿಷ್ಟವಾಗಿವೆ. ಅವರ ಕಾವ್ಯ ಕುರಿತು ಪ್ರೊ.ಶಿವರಾಂ ಶೆಟ್ಟಿ, ಡಾ.ರಾಮಣ್ಣ, ಕವಿ ಗೋಪಾಲ್ ಸೇರಿದಂತೆ ಅನೇಕರು ವಿಚಾರ ಮಂಡಿಸಿದರು. ಕನ್ನಡ ಅಧ್ಯಯನ ಸಂಸ್ಥೆ ನಿರ್ದೇಶಕರು ಪ್ರಾಸ್ತಾವಿಕವಾಗಿ ಮಾತನಾಡಿದರು. ಕಾರ್ಯಕ್ರಮವನ್ನು ಸಂಶೋಧನಾ ವಿದ್ಯಾರ್ಥಿ ನಿರೂಪಿಸಿದರು. (534, 690, 648, 740)
theatre-name: ತಿಬ್ಬಾದೇವಿ (657, 294, 681, 303)
section-title: ಮೈಸೂರು ನಗರ (122, 52, 209, 72)
press-body-col1: ಮೈಸೂರು,ಡಿ.30(ಎಂಟಿ)- ಮೈಸೂರು ಜಿಲ್ಲಾ ಪತ್ರಕರ್ತರ ಸಂಘದ 2026ನೇ ಸಾಲಿನ ಕ್ಯಾಲೆಂಡರ್ ಮತ್ತು ಡೈರಿಯನ್ನು ಮಂಗಳವಾರ ಬಿಡುಗಡೆ ಮಾಡಲಾಯಿತು. ಸಂಘದ ಸಭಾಂಗಣದಲ್ಲಿ ನಡೆದ ಸರಳ ಸಮಾರಂಭದಲ್ಲಿ ಹಿರಿಯ ಪತ್ರಕರ್ತರು ಕ್ಯಾಲೆಂಡರ್ ಬಿಡುಗಡೆ ಮಾಡಿ ಶುಭ ಕೋರಿದರು. ಜಿಲ್ಲಾ ಪತ್ರಕರ್ತರ ಸಂಘ ಸದಸ್ಯರ ಹಿತರಕ್ಷಣೆಗೆ ಶ್ರಮಿಸುತ್ತಿದೆ. ಸದಸ್ಯರಿಗೆ ವಿಮಾ ಸೌಲಭ್ಯ, ಆರೋಗ್ಯ ತಪಾಸಣೆ ಶಿಬಿರ ಸೇರಿದಂತೆ ಹಲವು ಕಾರ್ಯಕ್ರಮಗಳನ್ನು ಹಮ್ಮಿಕೊಳ್ಳಲಾಗಿದೆ ಎಂದು ಸಂಘದ ಅಧ್ಯಕ್ಷರು ತಿಳಿಸಿದರು. ಸಂಘದ ಕಾರ್ಯದರ್ಶಿ ಸ್ವಾಗತಿಸಿದರು. (658, 1146, 774, 1221)
basava-subhead: ದುರಭ್ಯಾಸ, ದುಶ್ಚಟಗಳಿಂದ ಮನುಷ್ಯನ ಜೀವನವೇ ನಾಶ: ಡಾ.ತಿಮ್ಮಯ್ಯ (54, 1052, 648, 1074)
kadji-photo-caption: "ಕಥೆಯಿಂದ ಕಾವ್ಯದ ಹುಟ್ಟು" ವಿಚಾರ ಸಂಕಿರಣದಲ್ಲಿ ಪಂಜೆ ಮಂಗೇಶರಾಯ ಅವರ ಕಾವ್ಯ ಕುರಿತು ಸಾಹಿತಿ ಪ್ರೊ.ಕೇಶವಮೂರ್ತಿ ವಿಚಾರ ಮಂಡಿಸಿದರು. (419, 672, 647, 686)
show-count: 3 ಪ್ರದರ್ಶನಗಳು (856, 172, 890, 180)
adiyogi-body-col2: ಡಿ.31 ರಂದು ವಿದ್ಯಾರಣ್ಯಪುರಂನಿಂದ ಆರಂಭವಾಗಿ ಸಂಜೆ ವೇಳೆಗೆ ನಗರದ ವಿವಿಧ ಪ್ರದೇಶಗಳಲ್ಲಿ ಸಂಚರಿಸಲಿದೆ. ಭಕ್ತರು ರಥದ ದರ್ಶನ ಪಡೆಯಬಹುದು. ಜ.1 ಹಾಗೂ 2ರಂದು ಕುವೆಂಪುನಗರ, ಹೆಬ್ಬಾಳ, ವಿಜಯನಗರ ಬಡಾವಣೆಗಳಲ್ಲಿ ರಥಯಾತ್ರೆ ನಡೆಯಲಿದೆ ಎಂದು ಪ್ರಕಟಣೆ ತಿಳಿಸಿದೆ. (484, 880, 648, 913)
theatre-show-row (653, 149, 894, 160)
basava-body-col5: ಡಾ.ಶಿವಮೂರ್ತಿ ಸ್ವಾಮೀಜಿ, ನಿವೃತ್ತ ಅಧಿಕಾರಿ ಎಸ್.ಕುಮಾರ್ ಜಿಲ್ಲಾ ಅಧ್ಯಕ್ಷರು ಸೇರಿದಂತೆ ಅನೇಕರು ಭಾಗವಹಿಸಿದ್ದರು. ವ್ಯಸನಮುಕ್ತ ಜೀವನ ನಡೆಸುವ ಕುರಿತು ಸಂವಾದ ಕಾರ್ಯಕ್ರಮವೂ ನಡೆಯಿತು. ಶಿಬಿರಾರ್ಥಿಗಳು ತಮ್ಮ ಅನುಭವ ಹಂಚಿಕೊಂಡರು. (510, 1304, 648, 1337)
theatre-name-row (653, 205, 894, 216)
bike-rider (798, 838, 868, 918)
show-count: 4 ಪ್ರದರ್ಶನಗಳು (856, 239, 890, 247)
theatre-show-row (653, 305, 894, 316)
yoga-body-col2: ಈ ಸಂದರ್ಭ ಕೆ.ವಿ.ಮಹಾಬಲ ಅವರಿಗೆ 'ಸಂಗೀತ ಚೈತನ್ಯ ಪ್ರಶಸ್ತಿ' ನೀಡಿ ಅಭಿನಂದಿಸಲಾಯಿತು. ಬಳಿಕ ನೂತನ ವರ್ಷದ ಕ್ಯಾಲೆಂಡರ್ ಬಿಡುಗಡೆ ಮಾಡಲಾಯಿತು. ಕೇಂದ್ರದ ಸಂಸ್ಥಾಪಕ ನಿರ್ದೇಶಕ ಡಾ.ಜೆ.ಲಕ್ಷ್ಮಣರಾವ್ ಕಾರ್ಯಕ್ರಮದ ಅಧ್ಯಕ್ಷತೆ ವಹಿಸಿದ್ದರು. ವಿವಿಧ ಕ್ಷೇತ್ರದ ಗಣ್ಯರು ಹಾಜರಿದ್ದು ಸಾಧಕರಿಗೆ ಶುಭ ಕೋರಿದರು. ಮೈಸೂರು ಯೋಗ ಅಸೋಸಿಯೇಷನ್ ಪದಾಧಿಕಾರಿಗಳು ಉಪಸ್ಥಿತರಿದ್ದರು. (778, 606, 896, 664)
kadji-subhead: ಸಾಹಿತಿ ಪ್ರೊ. ಕೇಶವಮೂರ್ತಿ ವಿವರಣೆ (418, 547, 648, 564)
theatre-show-row (653, 171, 894, 182)
drunk-drive-photo (658, 818, 896, 926)
movie-title: 45 ಫೇಸ್ ದಿ ಇಂಪರ್ (ಕ) (657, 149, 713, 157)
kannada-body-col2: ಹಾಗೂ ನಾಟಕ ಸ್ಪರ್ಧೆಗಳಲ್ಲಿ ವಿದ್ಯಾರ್ಥಿಗಳು ಭಾಗವಹಿಸಬಹುದಾಗಿದೆ. ವಿಜೇತರಿಗೆ ಆಕರ್ಷಕ ಬಹುಮಾನ ಹಾಗೂ ಪ್ರಮಾಣಪತ್ರ ನೀಡಲಾಗುವುದು. ಹೆಚ್ಚಿನ ಮಾಹಿತಿಗಾಗಿ ಮೊಬೈಲ್ ಸಂಖ್ಯೆ 7349197313 ಸಂಪರ್ಕಿಸುವಂತೆ ಪ್ರಕಟಣೆ ತಿಳಿಸಿದೆ. ಶಾಲಾ ಮುಖ್ಯಸ್ಥರು ಸಹಕರಿಸಬೇಕು. (174, 832, 290, 873)
theatre-name-row (653, 137, 894, 148)
story1-kicker: ಕೊಡವ ಸಮುದಾಯ ಕುರಿತಂತೆ ಮೊದಲ ಆನುವಂಶಿಕ ಅಧ್ಯಯನದ ನೇತೃತ್ವ ವಹಿಸಿದ್ದ (192, 86, 510, 100)
movie-title: 45 (ಕ) (657, 239, 675, 247)
